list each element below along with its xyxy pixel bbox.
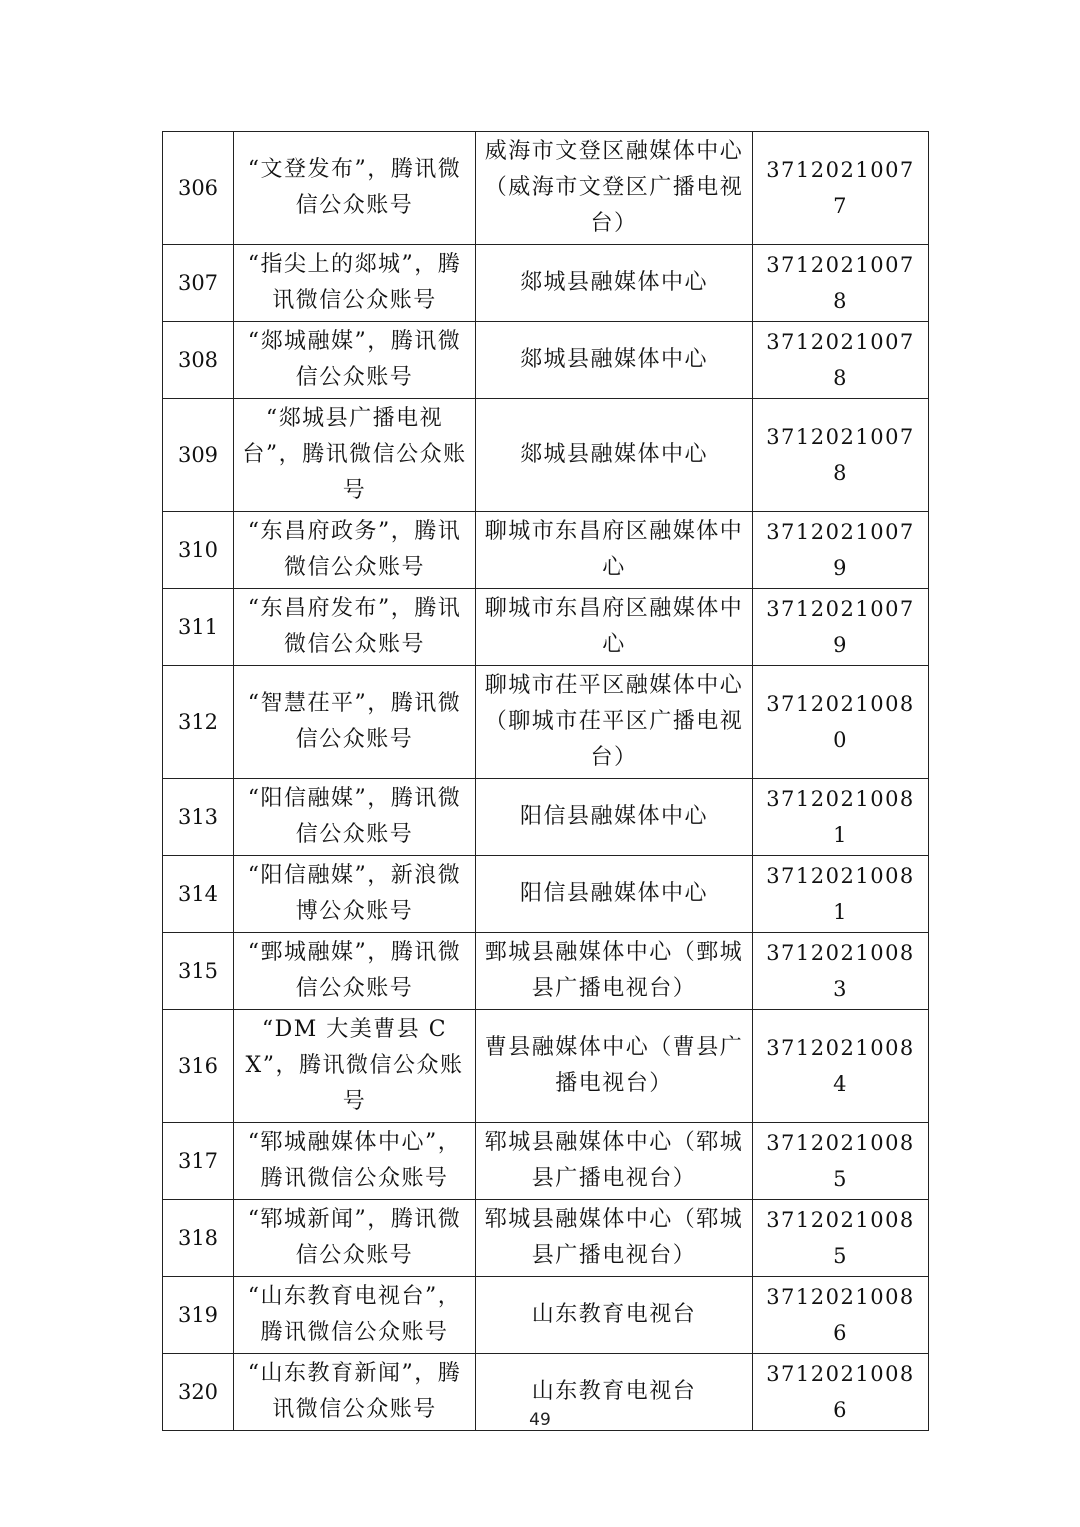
row-number: 319: [163, 1277, 234, 1354]
row-number: 308: [163, 322, 234, 399]
row-number: 306: [163, 132, 234, 245]
row-number: 315: [163, 933, 234, 1010]
organization-name: 郯城县融媒体中心: [476, 399, 753, 512]
row-number: 314: [163, 856, 234, 933]
account-name: “郯城县广播电视台”，腾讯微信公众账号: [234, 399, 476, 512]
row-number: 310: [163, 512, 234, 589]
organization-name: 威海市文登区融媒体中心（威海市文登区广播电视台）: [476, 132, 753, 245]
license-code: 37120210078: [753, 322, 929, 399]
organization-name: 郓城县融媒体中心（郓城县广播电视台）: [476, 1123, 753, 1200]
license-code: 37120210084: [753, 1010, 929, 1123]
account-name: “郓城融媒体中心”，腾讯微信公众账号: [234, 1123, 476, 1200]
organization-name: 阳信县融媒体中心: [476, 779, 753, 856]
table-row: [163, 1200, 929, 1277]
account-name: “DM 大美曹县 CX”，腾讯微信公众账号: [234, 1010, 476, 1123]
license-code: 37120210081: [753, 779, 929, 856]
table-row: [163, 512, 929, 589]
account-name: “山东教育新闻”，腾讯微信公众账号: [234, 1354, 476, 1431]
row-number: 311: [163, 589, 234, 666]
table-row: [163, 399, 929, 512]
account-name: “鄄城融媒”，腾讯微信公众账号: [234, 933, 476, 1010]
table-row: [163, 245, 929, 322]
organization-name: 郯城县融媒体中心: [476, 322, 753, 399]
license-code: 37120210079: [753, 589, 929, 666]
table-row: [163, 132, 929, 245]
organization-name: 鄄城县融媒体中心（鄄城县广播电视台）: [476, 933, 753, 1010]
organization-name: 曹县融媒体中心（曹县广播电视台）: [476, 1010, 753, 1123]
license-code: 37120210086: [753, 1354, 929, 1431]
accounts-table: [162, 131, 929, 1431]
table-row: [163, 856, 929, 933]
license-code: 37120210081: [753, 856, 929, 933]
account-name: “东昌府政务”，腾讯微信公众账号: [234, 512, 476, 589]
license-code: 37120210080: [753, 666, 929, 779]
organization-name: 聊城市东昌府区融媒体中心: [476, 589, 753, 666]
account-name: “智慧茌平”，腾讯微信公众账号: [234, 666, 476, 779]
row-number: 309: [163, 399, 234, 512]
account-name: “文登发布”，腾讯微信公众账号: [234, 132, 476, 245]
license-code: 37120210077: [753, 132, 929, 245]
license-code: 37120210085: [753, 1123, 929, 1200]
row-number: 307: [163, 245, 234, 322]
table-row: [163, 1123, 929, 1200]
row-number: 318: [163, 1200, 234, 1277]
organization-name: 聊城市茌平区融媒体中心（聊城市茌平区广播电视台）: [476, 666, 753, 779]
table-row: [163, 1277, 929, 1354]
license-code: 37120210083: [753, 933, 929, 1010]
organization-name: 山东教育电视台: [476, 1277, 753, 1354]
license-code: 37120210086: [753, 1277, 929, 1354]
table-row: [163, 1010, 929, 1123]
page-number: 49: [529, 1410, 551, 1430]
account-name: “郯城融媒”，腾讯微信公众账号: [234, 322, 476, 399]
organization-name: 聊城市东昌府区融媒体中心: [476, 512, 753, 589]
row-number: 317: [163, 1123, 234, 1200]
row-number: 316: [163, 1010, 234, 1123]
account-name: “山东教育电视台”，腾讯微信公众账号: [234, 1277, 476, 1354]
row-number: 320: [163, 1354, 234, 1431]
license-code: 37120210078: [753, 399, 929, 512]
table-row: [163, 933, 929, 1010]
row-number: 312: [163, 666, 234, 779]
license-code: 37120210078: [753, 245, 929, 322]
organization-name: 郓城县融媒体中心（郓城县广播电视台）: [476, 1200, 753, 1277]
account-name: “阳信融媒”，新浪微博公众账号: [234, 856, 476, 933]
organization-name: 郯城县融媒体中心: [476, 245, 753, 322]
table-row: [163, 322, 929, 399]
organization-name: 阳信县融媒体中心: [476, 856, 753, 933]
table-row: [163, 779, 929, 856]
table-row: [163, 666, 929, 779]
license-code: 37120210079: [753, 512, 929, 589]
table-row: [163, 589, 929, 666]
organization-name: 山东教育电视台: [476, 1354, 753, 1431]
accounts-table-body: [163, 132, 929, 1431]
account-name: “东昌府发布”，腾讯微信公众账号: [234, 589, 476, 666]
account-name: “阳信融媒”，腾讯微信公众账号: [234, 779, 476, 856]
account-name: “指尖上的郯城”，腾讯微信公众账号: [234, 245, 476, 322]
license-code: 37120210085: [753, 1200, 929, 1277]
row-number: 313: [163, 779, 234, 856]
account-name: “郓城新闻”，腾讯微信公众账号: [234, 1200, 476, 1277]
